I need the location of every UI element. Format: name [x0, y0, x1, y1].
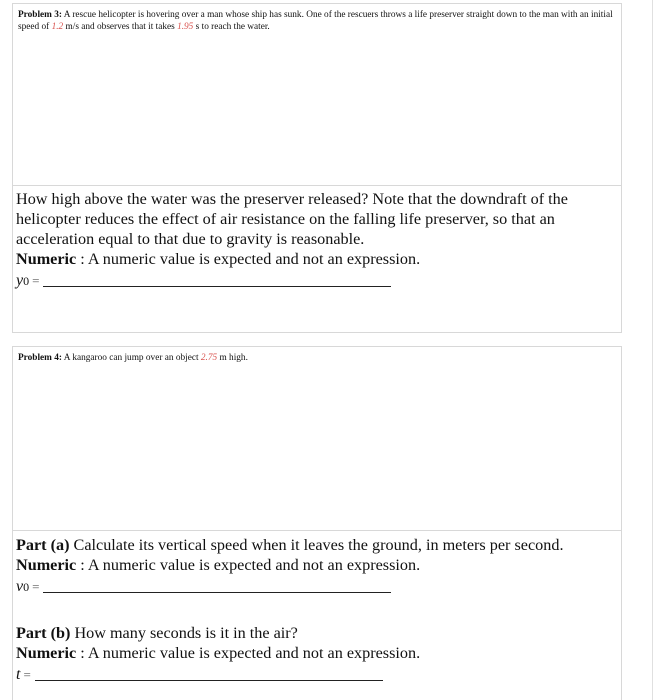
problem4-parts-box	[12, 530, 622, 700]
problem3-label: Problem 3:	[18, 10, 62, 20]
part-a-answer-input[interactable]	[43, 578, 391, 593]
numeric-note: : A numeric value is expected and not an expression.	[76, 556, 421, 574]
equals-sign: =	[23, 667, 31, 682]
numeric-label: Numeric	[16, 644, 77, 662]
part-b-numeric-hint	[16, 643, 615, 663]
problem3-answer-row	[16, 269, 615, 291]
part-a-numeric-hint	[16, 555, 615, 575]
numeric-label: Numeric	[16, 250, 77, 268]
problem3-answer-input[interactable]	[43, 272, 391, 287]
part-a-question: Calculate its vertical speed when it leaves the ground, in meters per second.	[69, 536, 564, 554]
problem3-question-box	[12, 185, 622, 333]
part-a-answer-row	[16, 575, 615, 597]
part-a-block	[13, 531, 621, 597]
part-b-answer-input[interactable]	[35, 666, 383, 681]
problem4-text-a: A kangaroo can jump over an object	[63, 353, 201, 363]
problem3-statement-box	[12, 3, 622, 186]
numeric-note: : A numeric value is expected and not an expression.	[76, 250, 421, 268]
problem4-label: Problem 4:	[18, 353, 62, 363]
problem3-statement	[13, 4, 621, 33]
problem3-question-block	[13, 186, 621, 291]
part-b-label: Part (b)	[16, 624, 71, 642]
problem3-question: How high above the water was the preserver released? Note that the downdraft of the helicopter reduces the effect of air resistance on the falling life preserver, so that an acceleration equal to that due to gravity is reasonable.	[16, 190, 568, 248]
part-b-question-line	[16, 623, 615, 643]
problem4-statement	[13, 347, 621, 364]
equals-sign: =	[32, 579, 40, 594]
problem3-time-value: 1.95	[177, 22, 194, 32]
problem3-numeric-hint	[16, 249, 615, 269]
numeric-label: Numeric	[16, 556, 77, 574]
part-b-question: How many seconds is it in the air?	[70, 624, 298, 642]
part-a-question-line	[16, 535, 615, 555]
part-b-block	[13, 597, 621, 685]
answer-variable: v0	[16, 578, 30, 595]
numeric-note: : A numeric value is expected and not an expression.	[76, 644, 421, 662]
part-b-answer-row	[16, 663, 615, 685]
problem4-statement-box	[12, 346, 622, 531]
problem3-speed-value: 1.2	[51, 22, 64, 32]
answer-variable: y0	[16, 272, 30, 289]
problem3-text-c: s to reach the water.	[193, 22, 270, 32]
problem3-text-b: m/s and observes that it takes	[63, 22, 178, 32]
problem3-text-a: A rescue helicopter is hovering over a man whose ship has sunk. One of the rescuers throws a life preserver straight down to the man with an initial speed of	[18, 10, 613, 32]
equals-sign: =	[32, 273, 40, 288]
part-a-label: Part (a)	[16, 536, 70, 554]
problem4-text-b: m high.	[217, 353, 248, 363]
answer-variable: t	[16, 666, 21, 683]
problem4-height-value: 2.75	[200, 353, 218, 363]
